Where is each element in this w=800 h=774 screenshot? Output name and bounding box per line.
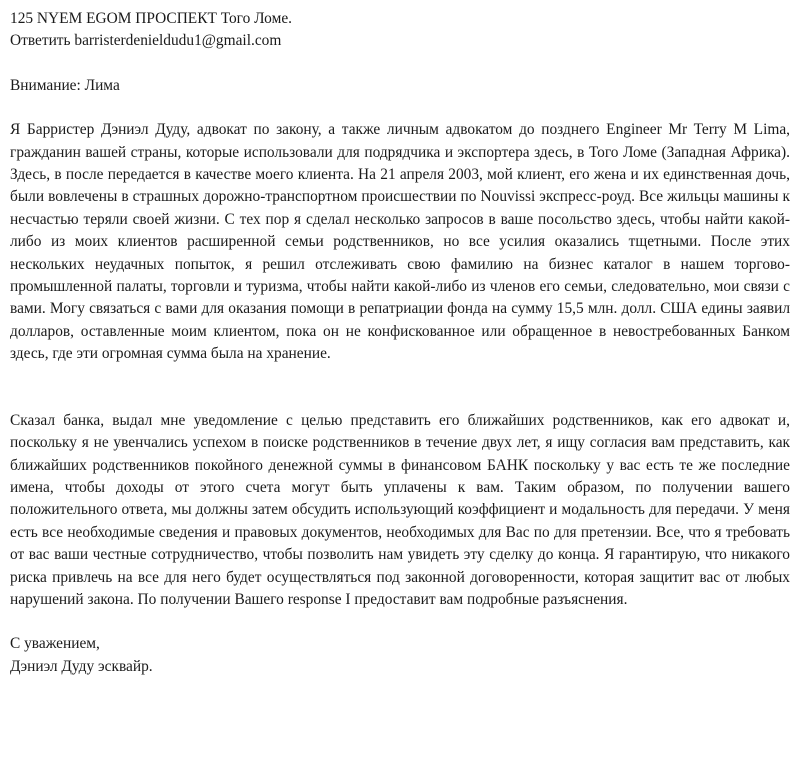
- letter-paragraph-2: Сказал банка, выдал мне уведомление с целью представить его ближайших родственников, как его адвокат и, поскольку я не увенчались успехом в поиске родственников в течение двух лет, я ищу согласия вам представить, как ближайших родственников покойного денежной суммы в финансовом БАНК поскольку у вас есть те же последние имена, чтобы доходы от этого счета могут быть уплачены к вам. Таким образом, по получении вашего положительного ответа, мы должны затем обсудить использующий коэффициент и модальность для передачи. У меня есть все необходимые сведения и правовых документов, необходимых для Вас по для претензии. Все, что я требовать от вас ваши честные сотрудничество, чтобы позволить нам увидеть эту сделку до конца. Я гарантирую, что никакого риска привлечь на все для него будет осуществляться под законной договоренности, которая защитит вас от любых нарушений закона. По получении Вашего response I предоставит вам подробные разъяснения.: [10, 411, 790, 608]
- spacer: [10, 366, 790, 410]
- letter-paragraph-1: Я Барристер Дэниэл Дуду, адвокат по закону, а также личным адвокатом до позднего Engineer Mr Terry M Lima, гражданин вашей страны, которые использовали для подрядчика и экспортера здесь, в Того Ломе (Западная Африка). Здесь, в после передается в качестве моего клиента. На 21 апреля 2003, мой клиент, его жена и их единственная дочь, были вовлечены в страшных дорожно-транспортном происшествии по Nouvissi экспресс-роуд. Все жильцы машины к несчастью теряли своей жизни. С тех пор я сделал несколько запросов в ваше посольство здесь, чтобы найти какой-либо из моих клиентов расширенной семьи родственников, но все усилия оказались тщетными. После этих нескольких неудачных попыток, я решил отслеживать свою фамилию на бизнес каталог в нашем торгово-промышленной палаты, торговли и туризма, чтобы найти какой-либо из членов его семьи, следовательно, мои связи с вами. Могу связаться с вами для оказания помощи в репатриации фонда на сумму 15,5 млн. долл. США едины заявил долларов, оставленные моим клиентом, пока он не конфискованное или обращенное в невостребованных Банком здесь, где эти огромная сумма была на хранение.: [10, 121, 790, 363]
- sender-address: 125 NYEM EGOM ПРОСПЕКТ Того Ломе.: [10, 10, 293, 27]
- signature: Дэниэл Дуду эсквайр.: [10, 657, 153, 675]
- reply-to-line: Ответить barristerdenieldudu1@gmail.com: [10, 32, 282, 50]
- spacer: [10, 611, 790, 633]
- letter-document: [10, 8, 790, 678]
- spacer: [10, 53, 790, 75]
- closing-salutation: С уважением,: [10, 635, 100, 653]
- attention-line: Внимание: Лима: [10, 76, 120, 94]
